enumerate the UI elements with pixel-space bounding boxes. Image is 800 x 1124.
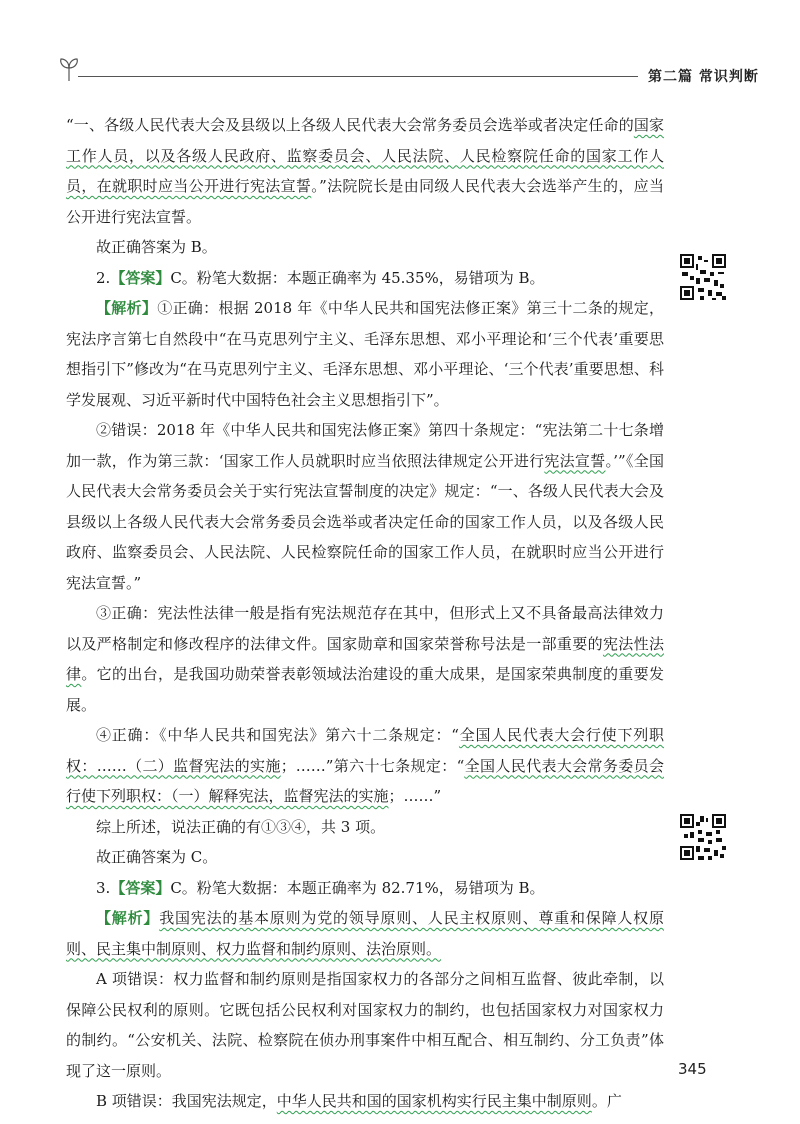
paragraph: ④正确：《中华人民共和国宪法》第六十二条规定：“全国人民代表大会行使下列职权：……（二）监督宪法的实施；……”第六十七条规定：“全国人民代表大会常务委员会行使下列职权：（一）解释宪法，监督宪法的实施；……” <box>66 726 664 805</box>
paragraph: ③正确：宪法性法律一般是指有宪法规范存在其中，但形式上又不具备最高法律效力以及严格制定和修改程序的法律文件。国家勋章和国家荣誉称号法是一部重要的宪法性法律。它的出台，是我国功勋荣誉表彰领域法治建设的重大成果，是国家荣典制度的重要发展。 <box>66 604 664 714</box>
paragraph: 故正确答案为 B。 <box>96 238 217 256</box>
paragraph: 综上所述，说法正确的有①③④，共 3 项。 <box>96 817 386 836</box>
section-title: 第二篇 常识判断 <box>648 69 759 85</box>
paragraph: B 项错误：我国宪法规定，中华人民共和国的国家机构实行民主集中制原则。广 <box>96 1092 622 1110</box>
main-content <box>66 110 664 1117</box>
analysis-paragraph: 【解析】我国宪法的基本原则为党的领导原则、人民主权原则、尊重和保障人权原则、民主集中制原则、权力监督和制约原则、法治原则。 <box>66 909 664 958</box>
answer-line: 3.【答案】C。粉笔大数据：本题正确率为 82.71%，易错项为 B。 <box>96 878 545 897</box>
header-rule <box>78 76 638 77</box>
sprout-icon <box>58 56 80 86</box>
paragraph: ②错误：2018 年《中华人民共和国宪法修正案》第四十条规定：“宪法第二十七条增加一款，作为第三款：‘国家工作人员就职时应当依照法律规定公开进行宪法宣誓。’”《全国人民代表大会常务委员会关于实行宪法宣誓制度的决定》规定：“一、各级人民代表大会及县级以上各级人民代表大会常务委员会选举或者决定任命的国家工作人员，以及各级人民政府、监察委员会、人民法院、人民检察院任命的国家工作人员，在就职时应当公开进行宪法宣誓。” <box>66 421 664 592</box>
qr-code-icon[interactable] <box>678 252 728 302</box>
analysis-paragraph: 【解析】①正确：根据 2018 年《中华人民共和国宪法修正案》第三十二条的规定，宪法序言第七自然段中“在马克思列宁主义、毛泽东思想、邓小平理论和‘三个代表’重要思想指引下”修改为“在马克思列宁主义、毛泽东思想、邓小平理论、‘三个代表’重要思想、科学发展观、习近平新时代中国特色社会主义思想指引下”。 <box>66 299 664 409</box>
qr-code-icon[interactable] <box>678 812 728 862</box>
paragraph: 故正确答案为 C。 <box>96 848 218 866</box>
page-number: 345 <box>678 1060 707 1078</box>
paragraph: A 项错误：权力监督和制约原则是指国家权力的各部分之间相互监督、彼此牵制，以保障公民权利的原则。它既包括公民权利对国家权力的制约，也包括国家权力对国家权力的制约。“公安机关、法院、检察院在侦办刑事案件中相互配合、相互制约、分工负责”体现了这一原则。 <box>66 970 664 1080</box>
page-header <box>48 52 759 88</box>
answer-line: 2.【答案】C。粉笔大数据：本题正确率为 45.35%，易错项为 B。 <box>96 268 545 287</box>
paragraph: “一、各级人民代表大会及县级以上各级人民代表大会常务委员会选举或者决定任命的国家工作人员，以及各级人民政府、监察委员会、人民法院、人民检察院任命的国家工作人员，在就职时应当公开进行宪法宣誓。”法院院长是由同级人民代表大会选举产生的，应当公开进行宪法宣誓。 <box>66 116 664 226</box>
